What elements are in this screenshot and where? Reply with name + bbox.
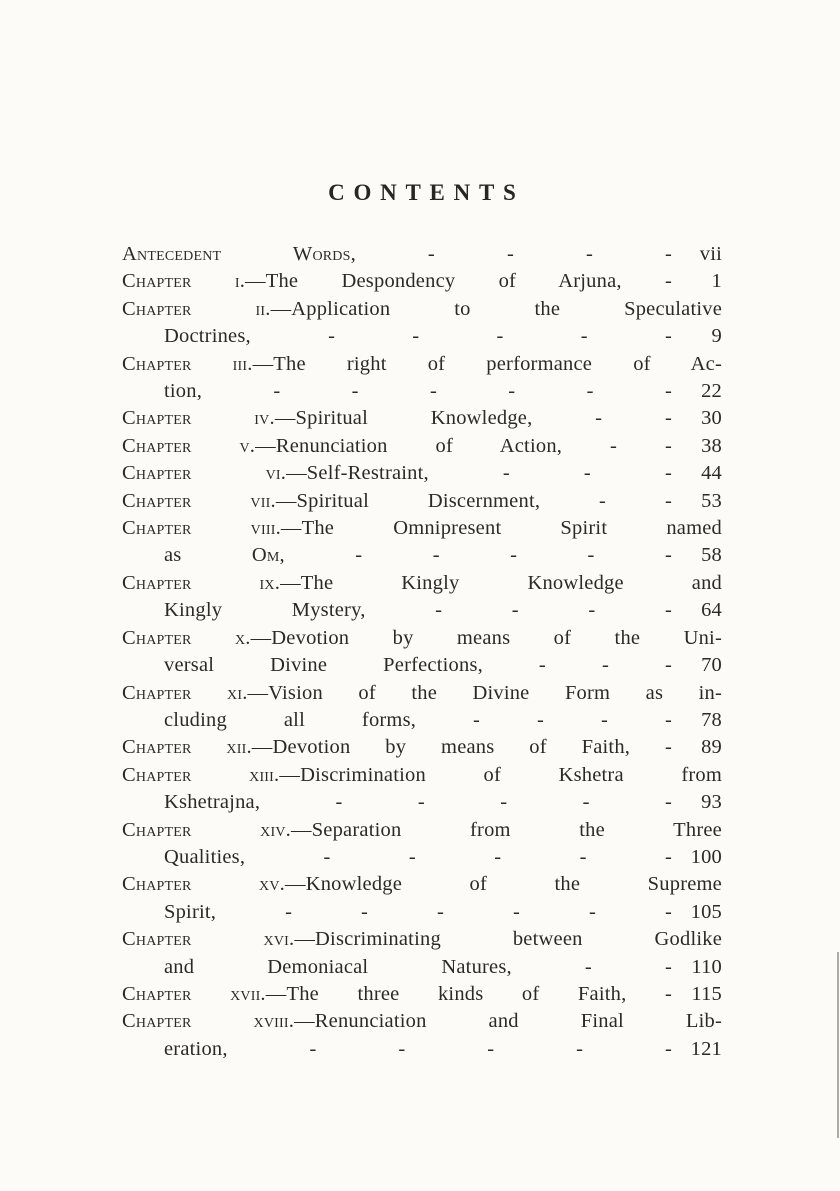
toc-line: [122, 789, 722, 816]
plain-text: —Devotion by means of Faith, -: [251, 736, 672, 759]
small-caps-text: Chapter xvii.: [122, 982, 266, 1005]
toc-line: [122, 680, 722, 707]
toc-entry-text: [122, 762, 722, 789]
plain-text: versal Divine Perfections, - - -: [164, 654, 672, 677]
toc-line: [122, 981, 722, 1008]
toc-entry-text: [122, 954, 672, 981]
page-number: 44: [701, 462, 722, 485]
toc-entry-text: [122, 789, 672, 816]
plain-text: as: [164, 544, 252, 567]
plain-text: —Discrimination of Kshetra from: [279, 763, 723, 786]
toc-entry-text: [122, 625, 722, 652]
page-number: 105: [690, 900, 722, 923]
toc-line: [122, 871, 722, 898]
page-number: vii: [699, 243, 722, 265]
toc-entry-text: [122, 351, 722, 378]
small-caps-text: Chapter vi.: [122, 462, 287, 485]
toc-entry-text: [122, 926, 722, 953]
plain-text: —Knowledge of the Supreme: [285, 873, 722, 896]
plain-text: —Spiritual Discernment, - -: [275, 489, 672, 512]
small-caps-text: Chapter v.: [122, 434, 256, 457]
plain-text: —Vision of the Divine Form as in-: [247, 681, 722, 704]
page-number: 58: [701, 544, 722, 567]
page-number: 53: [701, 489, 722, 512]
plain-text: Doctrines, - - - - -: [164, 325, 672, 348]
toc-line: [122, 433, 722, 460]
toc-entry-text: [122, 1036, 672, 1063]
toc-entry-text: [122, 981, 672, 1008]
toc-entry-text: [122, 1008, 722, 1035]
toc-line: [122, 570, 722, 597]
toc-line: [122, 625, 722, 652]
page-number: 121: [690, 1037, 722, 1060]
plain-text: tion, - - - - - -: [164, 380, 672, 403]
small-caps-text: Chapter x.: [122, 626, 251, 649]
plain-text: Qualities, - - - - -: [164, 845, 672, 868]
toc-line: [122, 515, 722, 542]
plain-text: —The Despondency of Arjuna, -: [245, 270, 672, 293]
toc-line: [122, 542, 722, 569]
page-number: 9: [711, 325, 722, 348]
page-number: 78: [701, 708, 722, 731]
toc-line: [122, 488, 722, 515]
small-caps-text: Chapter ii.: [122, 297, 271, 320]
toc-entry-text: [122, 515, 722, 542]
small-caps-text: Chapter iv.: [122, 407, 275, 430]
plain-text: —Separation from the Three: [290, 818, 722, 841]
toc-line: [122, 652, 722, 679]
small-caps-text: Chapter i.: [122, 270, 246, 293]
toc-line: [122, 734, 722, 761]
small-caps-text: Chapter viii.: [122, 517, 281, 540]
toc-entry-text: [122, 460, 672, 487]
small-caps-text: Chapter vii.: [122, 489, 276, 512]
page-title: CONTENTS: [328, 180, 525, 205]
toc-line: [122, 1036, 722, 1063]
toc-line: [122, 268, 722, 295]
plain-text: cluding all forms, - - - -: [164, 708, 672, 731]
toc-line: [122, 460, 722, 487]
small-caps-text: Chapter xi.: [122, 681, 248, 704]
toc-line: [122, 926, 722, 953]
page-number: 93: [701, 791, 722, 814]
toc-line: [122, 323, 722, 350]
toc-line: [122, 378, 722, 405]
plain-text: —The three kinds of Faith, -: [265, 982, 672, 1005]
small-caps-text: Chapter iii.: [122, 352, 253, 375]
small-caps-text: Om,: [251, 544, 285, 567]
page-number: 100: [690, 845, 722, 868]
toc-line: [122, 707, 722, 734]
plain-text: Kshetrajna, - - - - -: [164, 791, 672, 814]
toc-line: [122, 817, 722, 844]
toc-line: [122, 844, 722, 871]
small-caps-text: Chapter xviii.: [122, 1010, 295, 1033]
toc-entry-text: [122, 488, 672, 515]
page-number: 89: [701, 736, 722, 759]
page-number: 22: [701, 380, 722, 403]
small-caps-text: Chapter xv.: [122, 873, 286, 896]
plain-text: —Discriminating between Godlike: [294, 928, 722, 951]
toc-entry-text: [122, 871, 722, 898]
plain-text: —Devotion by means of the Uni-: [250, 626, 722, 649]
plain-text: —The right of performance of Ac-: [252, 352, 722, 375]
plain-text: - - - - -: [284, 544, 672, 567]
toc-line: [122, 351, 722, 378]
toc-entry-text: [122, 844, 672, 871]
toc-entry-text: [122, 652, 672, 679]
toc-line: [122, 597, 722, 624]
toc-line: [122, 405, 722, 432]
toc-line: [122, 296, 722, 323]
page-number: 1: [711, 270, 722, 293]
plain-text: —The Kingly Knowledge and: [280, 571, 722, 594]
toc-entry-text: [122, 899, 672, 926]
toc-entry-text: [122, 817, 722, 844]
small-caps-text: Chapter xii.: [122, 736, 252, 759]
plain-text: —Self-Restraint, - - -: [286, 462, 672, 485]
toc-entry-text: [122, 405, 672, 432]
toc-line: [122, 899, 722, 926]
plain-text: eration, - - - - -: [164, 1037, 672, 1060]
toc-entry-text: [122, 707, 672, 734]
plain-text: —Spiritual Knowledge, - -: [274, 407, 672, 430]
plain-text: Kingly Mystery, - - - -: [164, 599, 672, 622]
toc-entry-text: [122, 268, 672, 295]
page-number: 115: [691, 982, 722, 1005]
plain-text: —Application to the Speculative: [270, 297, 723, 320]
plain-text: - - - -: [355, 243, 672, 265]
small-caps-text: Chapter ix.: [122, 571, 281, 594]
plain-text: Spirit, - - - - - -: [164, 900, 672, 923]
plain-text: —The Omnipresent Spirit named: [280, 517, 722, 540]
scan-edge-artifact: [837, 952, 839, 1138]
small-caps-text: Chapter xiii.: [122, 763, 280, 786]
toc-entry-text: [122, 323, 672, 350]
toc-entry-text: [122, 296, 722, 323]
page-number: 30: [701, 407, 722, 430]
small-caps-text: Chapter xvi.: [122, 928, 295, 951]
page-number: 38: [701, 434, 722, 457]
toc-line: [122, 241, 722, 268]
toc-line: [122, 1008, 722, 1035]
page-number: 70: [701, 654, 722, 677]
toc-entry-text: [122, 680, 722, 707]
toc-entry-text: [122, 241, 672, 268]
plain-text: —Renunciation and Final Lib-: [294, 1010, 722, 1033]
toc-entry-text: [122, 433, 672, 460]
toc-entry-text: [122, 597, 672, 624]
page-number: 64: [701, 599, 722, 622]
small-caps-text: Antecedent Words,: [122, 243, 356, 265]
toc-entry-text: [122, 542, 672, 569]
plain-text: —Renunciation of Action, - -: [255, 434, 672, 457]
toc-entry-text: [122, 570, 722, 597]
toc-line: [122, 954, 722, 981]
plain-text: and Demoniacal Natures, - -: [164, 955, 672, 978]
toc-entry-text: [122, 734, 672, 761]
small-caps-text: Chapter xiv.: [122, 818, 291, 841]
toc-line: [122, 762, 722, 789]
toc-entry-text: [122, 378, 672, 405]
toc-list: [122, 241, 722, 1063]
page-number: 110: [691, 955, 722, 978]
